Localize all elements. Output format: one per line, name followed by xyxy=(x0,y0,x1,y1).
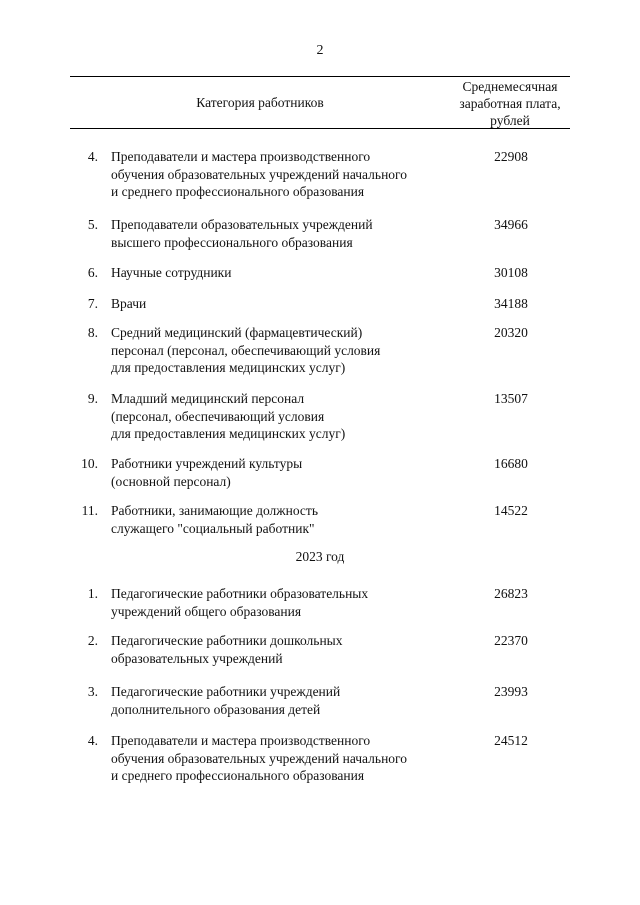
row-number: 3. xyxy=(87,684,98,699)
row-value: 34188 xyxy=(494,296,528,311)
row-text xyxy=(111,295,471,313)
row-text xyxy=(111,632,471,667)
row-text-line: Педагогические работники учреждений xyxy=(111,684,341,699)
row-number: 4. xyxy=(87,149,98,164)
row-text-line: обучения образовательных учреждений начального xyxy=(111,750,407,766)
row-value: 22908 xyxy=(494,149,528,164)
row-text-line: Преподаватели и мастера производственного xyxy=(111,149,371,164)
row-number: 6. xyxy=(87,265,98,280)
row-text-line: Врачи xyxy=(111,296,147,311)
row-text xyxy=(111,390,471,443)
row-number: 10. xyxy=(81,456,98,471)
row-text-line: и среднего профессионального образования xyxy=(111,768,365,783)
row-text-line: Педагогические работники дошкольных xyxy=(111,633,343,648)
row-number: 2. xyxy=(87,633,98,648)
row-text-line: служащего "социальный работник" xyxy=(111,520,315,536)
row-text-line: образовательных учреждений xyxy=(111,650,283,666)
header-category: Категория работников xyxy=(196,95,324,110)
row-text xyxy=(111,585,471,620)
row-value: 22370 xyxy=(494,633,528,648)
row-text-line: Преподаватели образовательных учреждений xyxy=(111,217,373,232)
table-top-rule xyxy=(70,76,570,77)
row-text-line: Работники, занимающие должность xyxy=(111,503,318,518)
row-value: 13507 xyxy=(494,391,528,406)
header-salary xyxy=(450,78,570,129)
row-text xyxy=(111,502,471,537)
row-value: 24512 xyxy=(494,733,528,748)
row-text xyxy=(111,732,471,785)
row-text-line: персонал (персонал, обеспечивающий условия xyxy=(111,342,381,358)
row-value: 30108 xyxy=(494,265,528,280)
row-text-line: для предоставления медицинских услуг) xyxy=(111,426,346,441)
row-text-line: (основной персонал) xyxy=(111,473,231,489)
row-value: 20320 xyxy=(494,325,528,340)
row-number: 4. xyxy=(87,733,98,748)
row-text-line: учреждений общего образования xyxy=(111,603,302,619)
row-number: 11. xyxy=(81,503,98,518)
row-value: 23993 xyxy=(494,684,528,699)
header-salary-line: заработная плата, xyxy=(459,96,561,111)
row-number: 1. xyxy=(87,586,98,601)
row-text-line: Научные сотрудники xyxy=(111,265,232,280)
row-text-line: Преподаватели и мастера производственного xyxy=(111,733,371,748)
row-text xyxy=(111,455,471,490)
row-text-line: Средний медицинский (фармацевтический) xyxy=(111,325,363,340)
page-number: 2 xyxy=(316,43,324,58)
row-number: 8. xyxy=(87,325,98,340)
row-value: 14522 xyxy=(494,503,528,518)
row-text xyxy=(111,324,471,377)
row-value: 16680 xyxy=(494,456,528,471)
row-text xyxy=(111,148,471,201)
row-text-line: (персонал, обеспечивающий условия xyxy=(111,408,325,424)
row-text-line: дополнительного образования детей xyxy=(111,701,321,717)
header-salary-line: рублей xyxy=(490,113,530,128)
header-bottom-rule xyxy=(70,128,570,129)
row-text-line: для предоставления медицинских услуг) xyxy=(111,360,346,375)
row-number: 7. xyxy=(87,296,98,311)
row-text-line: Младший медицинский персонал xyxy=(111,391,305,406)
row-text xyxy=(111,683,471,718)
row-text-line: и среднего профессионального образования xyxy=(111,184,365,199)
row-text-line: обучения образовательных учреждений начального xyxy=(111,166,407,182)
row-text xyxy=(111,216,471,251)
row-value: 26823 xyxy=(494,586,528,601)
row-number: 5. xyxy=(87,217,98,232)
row-text-line: Педагогические работники образовательных xyxy=(111,586,369,601)
row-text xyxy=(111,264,471,282)
row-text-line: Работники учреждений культуры xyxy=(111,456,303,471)
row-number: 9. xyxy=(87,391,98,406)
row-value: 34966 xyxy=(494,217,528,232)
row-text-line: высшего профессионального образования xyxy=(111,234,353,250)
header-salary-line: Среднемесячная xyxy=(462,79,558,94)
section-title-2023: 2023 год xyxy=(295,549,345,564)
